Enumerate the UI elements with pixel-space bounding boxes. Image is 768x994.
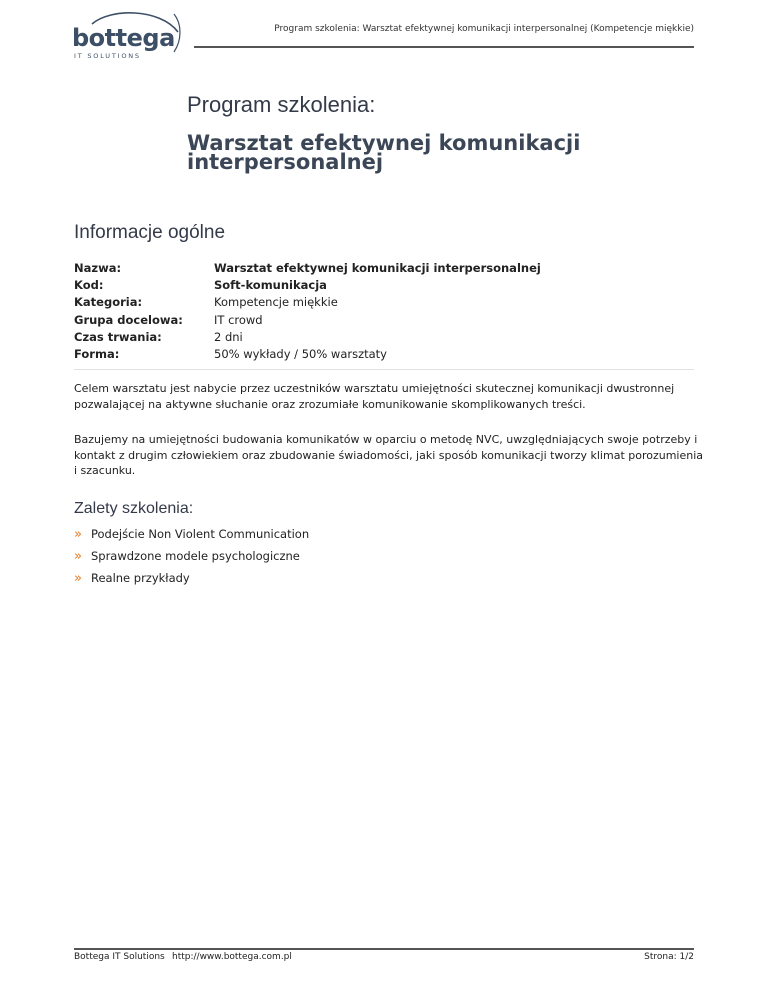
- header-divider: [194, 46, 694, 48]
- info-divider: [74, 369, 694, 370]
- info-row-audience: [74, 311, 541, 328]
- info-heading: Informacje ogólne: [74, 222, 226, 243]
- footer-divider: [74, 948, 694, 950]
- info-value: IT crowd: [214, 312, 263, 327]
- bottega-logo: [70, 10, 182, 60]
- info-value: 50% wykłady / 50% warsztaty: [214, 347, 387, 362]
- info-label: Nazwa:: [74, 260, 122, 275]
- info-value: Kompetencje miękkie: [214, 295, 338, 310]
- logo-tagline: IT SOLUTIONS: [74, 52, 141, 60]
- bullet-arrow-icon: »: [74, 527, 82, 542]
- logo-wordmark: bottega: [72, 24, 175, 52]
- bullet-arrow-icon: »: [74, 549, 82, 564]
- info-row-category: [74, 294, 541, 311]
- footer-url-link[interactable]: http://www.bottega.com.pl: [172, 952, 292, 962]
- list-item-text: Realne przykłady: [90, 571, 190, 585]
- document-title: Warsztat efektywnej komunikacji interpersonalnej: [187, 131, 581, 174]
- advantages-list: [74, 526, 309, 592]
- document-kicker: Program szkolenia:: [187, 92, 376, 117]
- goal-paragraph: Celem warsztatu jest nabycie przez uczestników warsztatu umiejętności skutecznej komunikacji dwustronnej pozwalającej na aktywne słuchanie oraz zrozumiałe komunikowanie skomplikowanych treści.: [74, 382, 675, 411]
- info-row-form: [74, 345, 541, 362]
- info-row-name: [74, 259, 541, 276]
- info-label: Grupa docelowa:: [74, 312, 183, 327]
- running-header: Program szkolenia: Warsztat efektywnej komunikacji interpersonalnej (Kompetencje miękkie): [274, 24, 694, 34]
- footer-company: Bottega IT Solutions: [74, 952, 165, 962]
- list-item: [74, 548, 309, 570]
- info-row-code: [74, 276, 541, 293]
- list-item-text: Sprawdzone modele psychologiczne: [90, 549, 300, 563]
- footer-page-number: Strona: 1/2: [644, 952, 694, 962]
- advantages-heading: Zalety szkolenia:: [74, 500, 194, 517]
- bullet-arrow-icon: »: [74, 571, 82, 586]
- list-item: [74, 570, 309, 592]
- info-label: Czas trwania:: [74, 329, 162, 344]
- info-row-duration: [74, 328, 541, 345]
- info-table: [74, 259, 541, 363]
- list-item-text: Podejście Non Violent Communication: [90, 527, 310, 541]
- info-label: Forma:: [74, 347, 120, 362]
- info-label: Kod:: [74, 277, 104, 292]
- info-value: Soft-komunikacja: [214, 277, 327, 292]
- info-label: Kategoria:: [74, 295, 143, 310]
- info-value: 2 dni: [214, 329, 243, 344]
- list-item: [74, 526, 309, 548]
- method-paragraph: Bazujemy na umiejętności budowania komunikatów w oparciu o metodę NVC, uwzględniających swoje potrzeby i kontakt z drugim człowiekiem oraz zbudowanie świadomości, jaki sposób komunikacji tworzy klimat porozumienia i szacunku.: [74, 433, 704, 477]
- info-value: Warsztat efektywnej komunikacji interpersonalnej: [214, 260, 541, 275]
